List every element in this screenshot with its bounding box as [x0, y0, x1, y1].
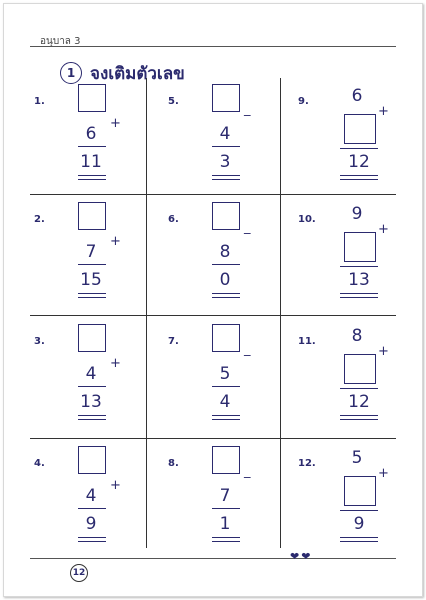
grade-label: อนุบาล 3: [40, 36, 81, 47]
result-double-line: [78, 293, 106, 298]
operator-sign: +: [110, 234, 121, 249]
problem-number: 5.: [168, 96, 179, 107]
problem-12: [290, 442, 416, 562]
result-number: 13: [80, 392, 102, 412]
answer-box[interactable]: [212, 202, 240, 230]
problem-number: 1.: [34, 96, 45, 107]
problem-8: [160, 442, 286, 562]
problem-1: [26, 80, 152, 200]
operator-sign: _: [244, 342, 251, 357]
result-double-line: [212, 175, 240, 180]
sum-line: [78, 386, 106, 387]
sum-line: [340, 510, 378, 511]
operator-sign: +: [378, 344, 389, 359]
result-number: 11: [80, 152, 102, 172]
result-double-line: [340, 293, 378, 298]
sum-line: [340, 266, 378, 267]
problem-10: [290, 198, 416, 318]
answer-box[interactable]: [212, 324, 240, 352]
problem-5: [160, 80, 286, 200]
result-double-line: [212, 293, 240, 298]
result-number: 1: [219, 514, 231, 534]
problem-6: [160, 198, 286, 318]
result-number: 13: [348, 270, 370, 290]
result-number: 0: [219, 270, 231, 290]
result-number: 4: [219, 392, 231, 412]
result-double-line: [340, 537, 378, 542]
section-number-badge: 1: [60, 62, 82, 84]
addend-number: 4: [85, 364, 97, 384]
problem-number: 12.: [298, 458, 316, 469]
problem-number: 4.: [34, 458, 45, 469]
answer-box[interactable]: [344, 476, 376, 506]
operator-sign: +: [378, 466, 389, 481]
problem-number: 11.: [298, 336, 316, 347]
result-double-line: [212, 537, 240, 542]
answer-box[interactable]: [344, 232, 376, 262]
result-double-line: [340, 175, 378, 180]
problem-3: [26, 320, 152, 440]
sum-line: [78, 264, 106, 265]
problem-number: 10.: [298, 214, 316, 225]
top-number: 8: [351, 326, 363, 346]
result-double-line: [78, 537, 106, 542]
sum-line: [340, 148, 378, 149]
result-double-line: [78, 175, 106, 180]
problem-number: 8.: [168, 458, 179, 469]
result-number: 15: [80, 270, 102, 290]
answer-box[interactable]: [344, 114, 376, 144]
section-title: จงเติมตัวเลข: [90, 63, 185, 84]
result-number: 12: [348, 392, 370, 412]
addend-number: 4: [219, 124, 231, 144]
operator-sign: +: [378, 222, 389, 237]
operator-sign: +: [110, 116, 121, 131]
result-number: 9: [85, 514, 97, 534]
addend-number: 4: [85, 486, 97, 506]
operator-sign: +: [110, 356, 121, 371]
operator-sign: _: [244, 220, 251, 235]
problem-number: 6.: [168, 214, 179, 225]
answer-box[interactable]: [344, 354, 376, 384]
problem-7: [160, 320, 286, 440]
sum-line: [78, 508, 106, 509]
problem-number: 2.: [34, 214, 45, 225]
header-rule: [30, 46, 396, 47]
addend-number: 6: [85, 124, 97, 144]
operator-sign: _: [244, 464, 251, 479]
addend-number: 8: [219, 242, 231, 262]
problem-4: [26, 442, 152, 562]
answer-box[interactable]: [78, 202, 106, 230]
result-number: 3: [219, 152, 231, 172]
problem-9: [290, 80, 416, 200]
heart-icon-pair: ❤❤: [290, 550, 313, 563]
addend-number: 7: [85, 242, 97, 262]
top-number: 9: [351, 204, 363, 224]
problem-number: 7.: [168, 336, 179, 347]
problem-number: 9.: [298, 96, 309, 107]
answer-box[interactable]: [78, 324, 106, 352]
answer-box[interactable]: [212, 84, 240, 112]
operator-sign: +: [110, 478, 121, 493]
addend-number: 5: [219, 364, 231, 384]
addend-number: 7: [219, 486, 231, 506]
sum-line: [212, 264, 240, 265]
sum-line: [212, 508, 240, 509]
answer-box[interactable]: [78, 84, 106, 112]
operator-sign: +: [378, 104, 389, 119]
problem-2: [26, 198, 152, 318]
problem-number: 3.: [34, 336, 45, 347]
result-number: 12: [348, 152, 370, 172]
answer-box[interactable]: [212, 446, 240, 474]
page-number: 12: [70, 564, 88, 582]
result-double-line: [212, 415, 240, 420]
result-double-line: [78, 415, 106, 420]
sum-line: [340, 388, 378, 389]
top-number: 6: [351, 86, 363, 106]
footer-rule: [30, 558, 396, 559]
top-number: 5: [351, 448, 363, 468]
problem-11: [290, 320, 416, 440]
sum-line: [78, 146, 106, 147]
answer-box[interactable]: [78, 446, 106, 474]
sum-line: [212, 146, 240, 147]
sum-line: [212, 386, 240, 387]
operator-sign: _: [244, 102, 251, 117]
result-number: 9: [353, 514, 365, 534]
result-double-line: [340, 415, 378, 420]
